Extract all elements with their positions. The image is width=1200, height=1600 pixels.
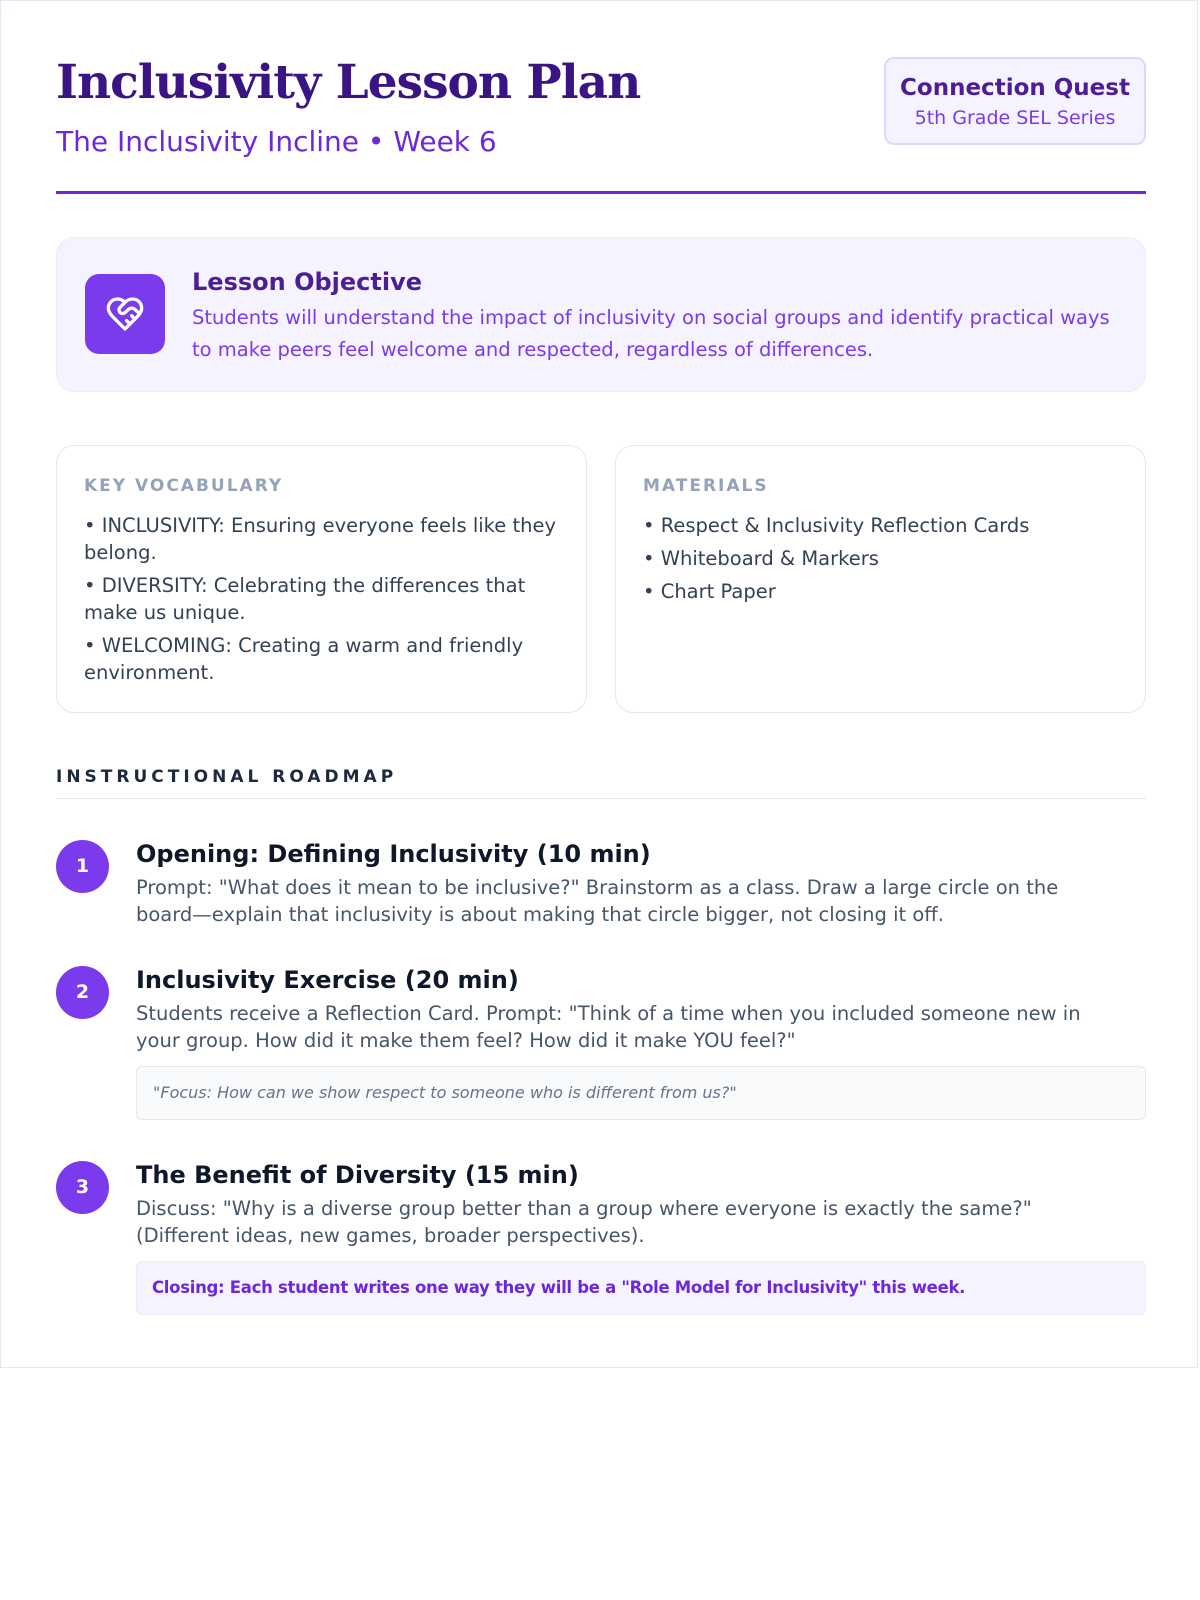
vocabulary-item: • WELCOMING: Creating a warm and friendly environment.: [84, 634, 524, 684]
vocabulary-item: • DIVERSITY: Celebrating the differences that make us unique.: [84, 574, 526, 624]
materials-list: [643, 512, 1123, 611]
objective-icon-tile: [85, 274, 165, 354]
step-number-badge: 1: [56, 840, 109, 893]
roadmap-heading: INSTRUCTIONAL ROADMAP: [56, 767, 398, 787]
header-divider: [56, 191, 1146, 194]
objective-title: Lesson Objective: [192, 268, 423, 296]
vocabulary-heading: KEY VOCABULARY: [84, 476, 284, 496]
closing-note: Closing: Each student writes one way they will be a "Role Model for Inclusivity" this week.: [136, 1261, 1146, 1315]
step-title: Inclusivity Exercise (20 min): [136, 966, 519, 994]
series-name: Connection Quest: [900, 75, 1130, 101]
step-text: Discuss: "Why is a diverse group better than a group where everyone is exactly the same?" (Different ideas, new games, broader perspectives).: [136, 1197, 1032, 1247]
materials-item: • Chart Paper: [643, 580, 776, 603]
vocabulary-list: [84, 512, 564, 692]
heart-handshake-icon: [105, 294, 145, 334]
series-subtitle: 5th Grade SEL Series: [914, 107, 1116, 129]
objective-text: Students will understand the impact of inclusivity on social groups and identify practical ways to make peers feel welcome and respected, regardless of differences.: [192, 306, 1110, 361]
focus-note: "Focus: How can we show respect to someone who is different from us?": [136, 1066, 1146, 1120]
vocabulary-card: [56, 445, 587, 713]
materials-item: • Whiteboard & Markers: [643, 547, 879, 570]
step-title: The Benefit of Diversity (15 min): [136, 1161, 579, 1189]
vocabulary-item: • INCLUSIVITY: Ensuring everyone feels like they belong.: [84, 514, 556, 564]
roadmap-divider: [56, 798, 1146, 799]
step-text: Students receive a Reflection Card. Prompt: "Think of a time when you included someone new in your group. How did it make them feel? How did it make YOU feel?": [136, 1002, 1081, 1052]
series-badge: [884, 57, 1146, 145]
header: [56, 51, 1146, 197]
step-text: Prompt: "What does it mean to be inclusive?" Brainstorm as a class. Draw a large circle on the board—explain that inclusivity is about making that circle bigger, not closing it off.: [136, 876, 1059, 926]
materials-card: [615, 445, 1146, 713]
page-title: Inclusivity Lesson Plan: [56, 55, 641, 110]
objective-panel: [56, 237, 1146, 392]
step-title: Opening: Defining Inclusivity (10 min): [136, 840, 651, 868]
materials-heading: MATERIALS: [643, 476, 769, 496]
step-number-badge: 3: [56, 1161, 109, 1214]
materials-item: • Respect & Inclusivity Reflection Cards: [643, 514, 1030, 537]
page-subtitle: The Inclusivity Incline • Week 6: [56, 125, 497, 158]
step-number-badge: 2: [56, 966, 109, 1019]
